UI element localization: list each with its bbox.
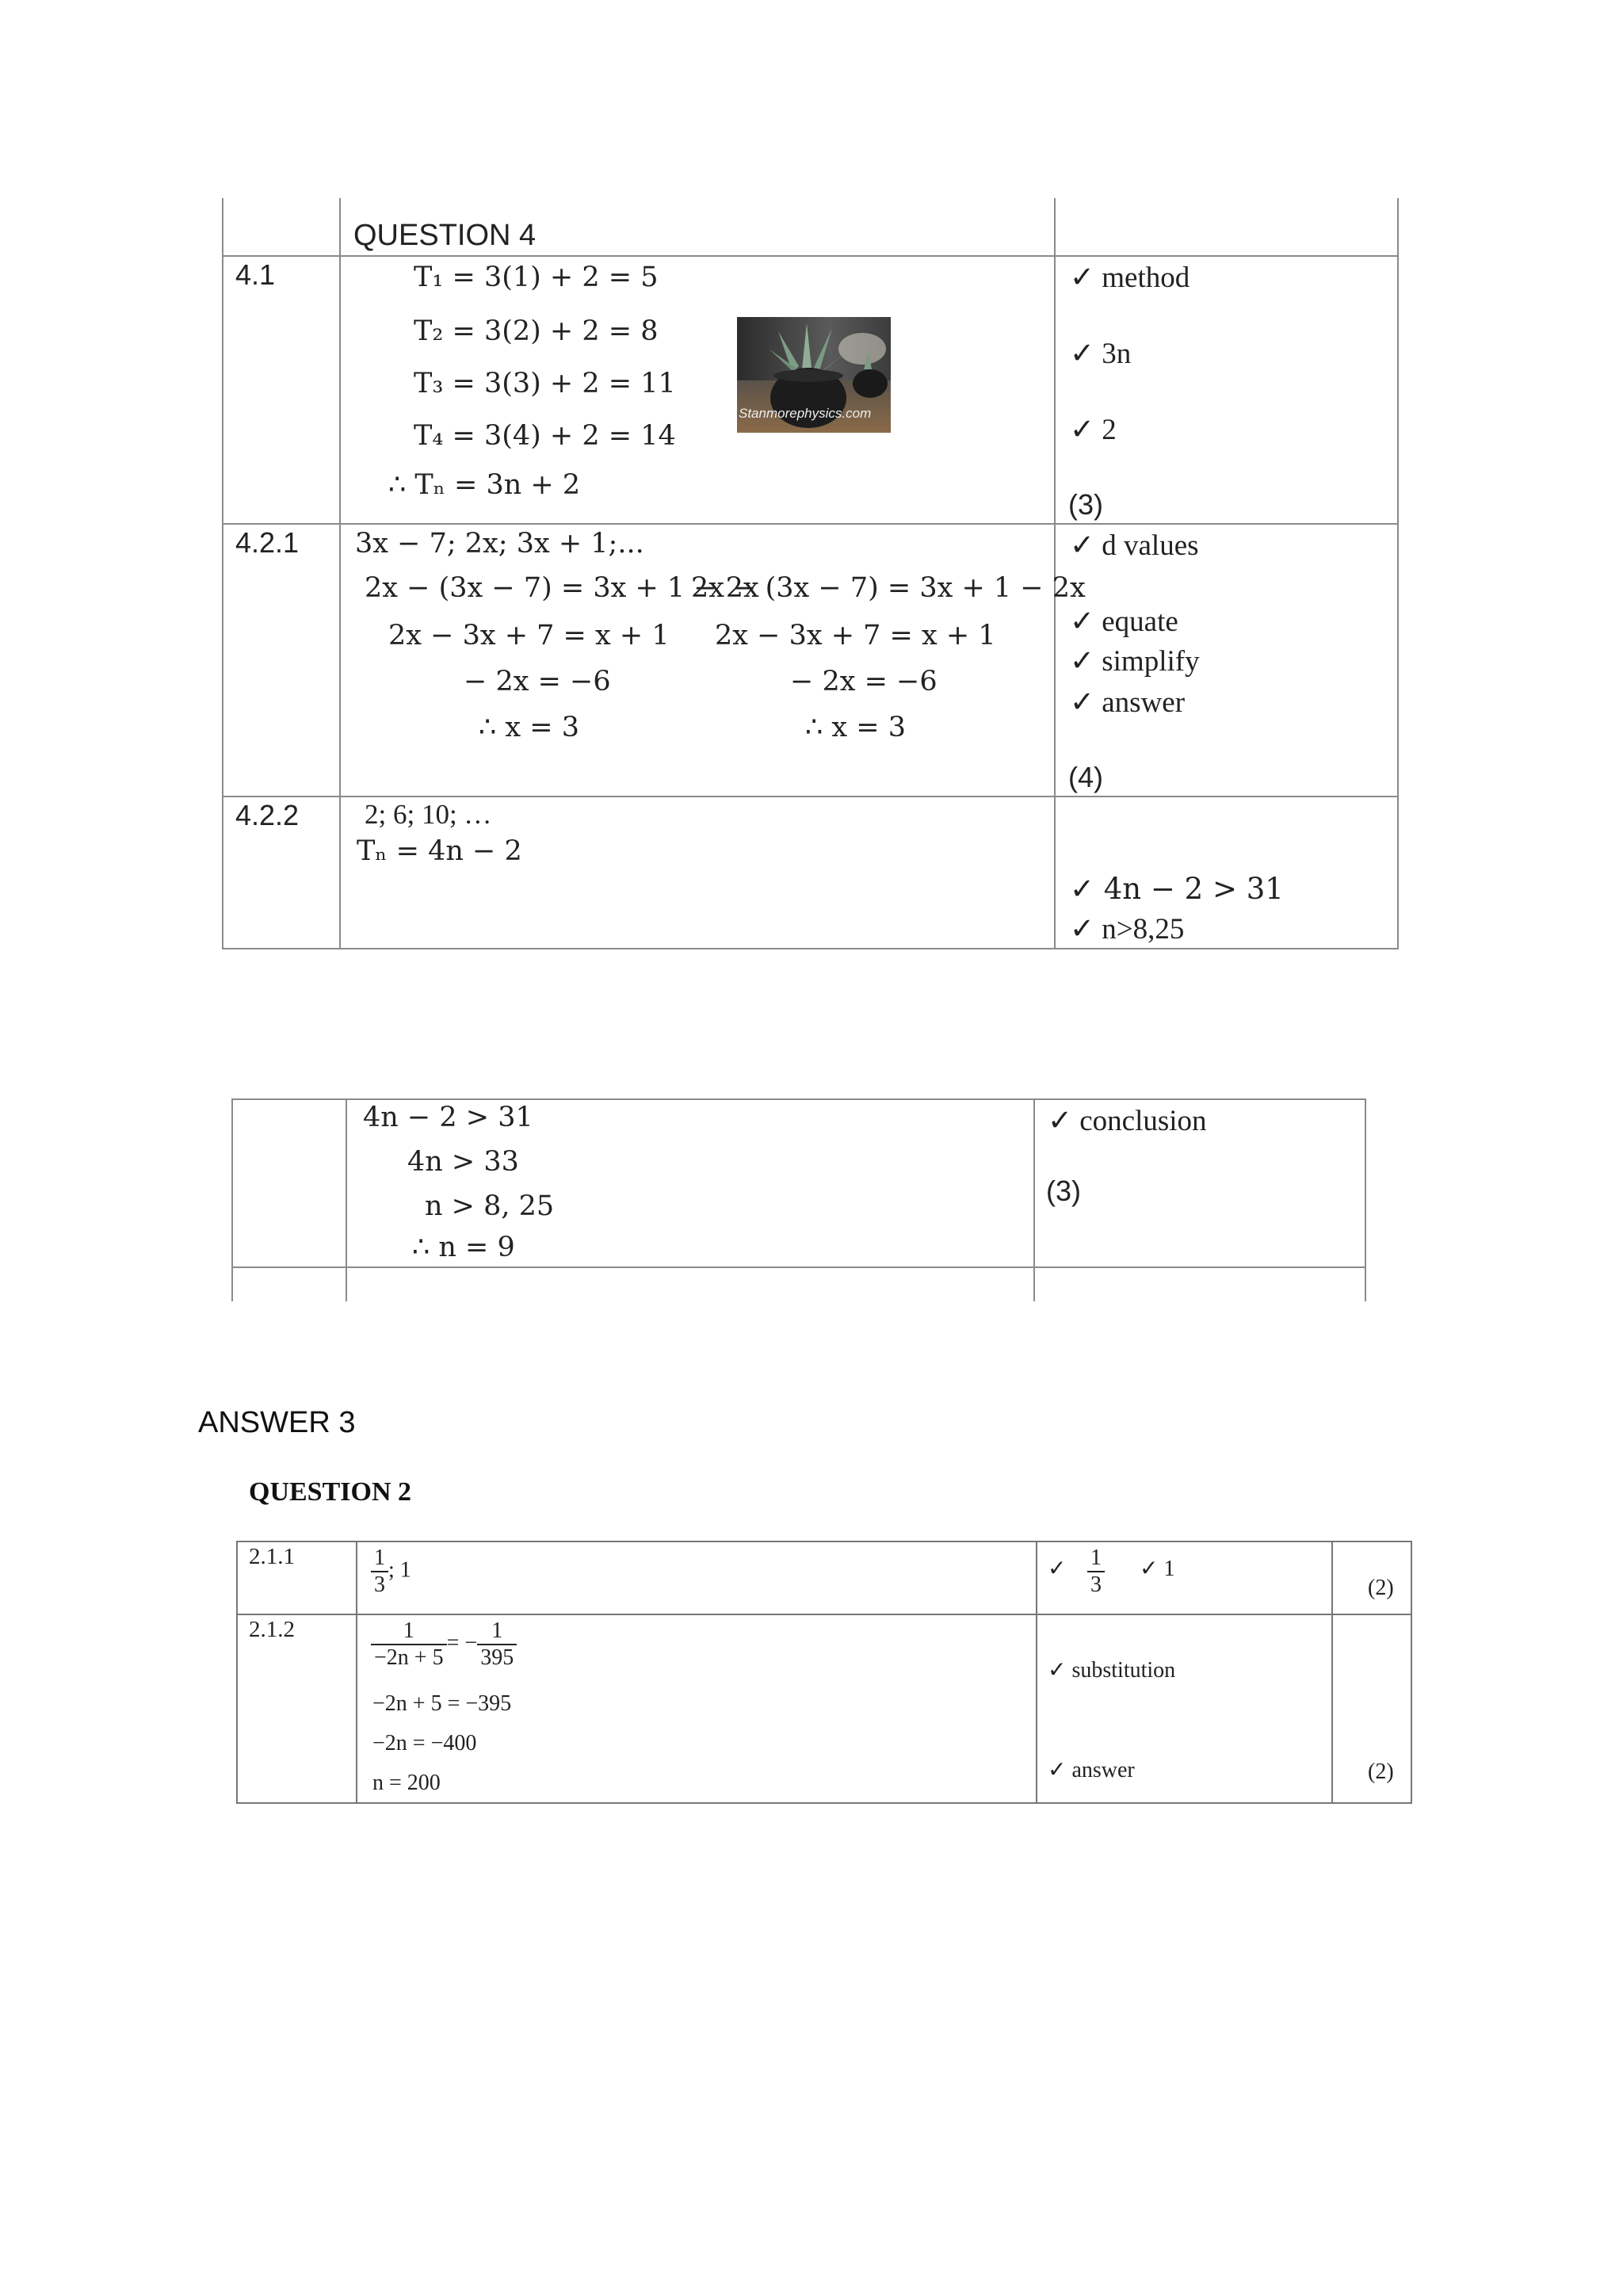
- term-1-line: T₁ = 3(1) + 2 = 5: [414, 262, 659, 293]
- cont-line-1: 4n − 2 > 31: [363, 1102, 533, 1133]
- fraction-equation: $\frac{1}{-2n + 5}$ = − $\frac{1}{395}$: [371, 1618, 517, 1671]
- step-line-2: −2n = −400: [372, 1731, 477, 1755]
- mark-simplify: ✓ simplify: [1070, 645, 1200, 678]
- total-2-1-2: (2): [1368, 1759, 1394, 1784]
- row-number-2-1-1: 2.1.1: [249, 1544, 295, 1569]
- sequence-2-line: 2; 6; 10; …: [365, 799, 492, 830]
- term-3-line: T₃ = 3(3) + 2 = 11: [414, 368, 676, 399]
- mark-n-value: ✓ n>8,25: [1070, 913, 1185, 946]
- cont-line-3: n > 8, 25: [425, 1190, 555, 1222]
- row-number-2-1-2: 2.1.2: [249, 1617, 295, 1642]
- mark-conclusion: ✓ conclusion: [1048, 1105, 1207, 1137]
- answer-2-1-1: $\frac{1}{3}$ ; 1: [371, 1545, 411, 1598]
- mark-one: ✓ 1: [1140, 1557, 1175, 1581]
- mark-answer: ✓ answer: [1070, 686, 1186, 719]
- term-2-line: T₂ = 3(2) + 2 = 8: [414, 315, 659, 347]
- left-equation-4: ∴ x = 3: [479, 712, 579, 743]
- mark-method: ✓ method: [1070, 262, 1190, 294]
- right-equation-1: 2x − (3x − 7) = 3x + 1 − 2x: [691, 572, 1086, 604]
- left-equation-1: 2x − (3x − 7) = 3x + 1 − 2x: [365, 572, 759, 604]
- answer-3-heading: ANSWER 3: [198, 1406, 356, 1439]
- row-number-4-1: 4.1: [235, 258, 276, 291]
- mark-answer-2-1-2: ✓ answer: [1048, 1758, 1135, 1782]
- step-line-3: n = 200: [372, 1771, 441, 1795]
- cont-line-2: 4n > 33: [407, 1146, 519, 1178]
- cont-line-4: ∴ n = 9: [412, 1232, 515, 1263]
- right-equation-4: ∴ x = 3: [805, 712, 906, 743]
- right-equation-3: − 2x = −6: [790, 666, 938, 697]
- row-number-4-2-1: 4.2.1: [235, 526, 300, 559]
- mark-2: ✓ 2: [1070, 414, 1117, 446]
- watermark-text: Stanmorephysics.com: [739, 406, 872, 421]
- total-4-1: (3): [1068, 488, 1103, 521]
- plant-photo: [737, 317, 891, 433]
- tn-line: Tₙ = 4n − 2: [357, 835, 522, 867]
- mark-inequality: ✓ 4n − 2 > 31: [1070, 872, 1284, 906]
- fraction-one-third: $\frac{1}{3}$: [371, 1545, 388, 1598]
- check-icon: ✓: [1048, 1555, 1067, 1581]
- mark-d-values: ✓ d values: [1070, 529, 1199, 562]
- sequence-line: 3x − 7; 2x; 3x + 1;...: [355, 528, 644, 560]
- mark-one-third: $\frac{1}{3}$: [1087, 1545, 1105, 1598]
- term-4-line: T₄ = 3(4) + 2 = 14: [414, 420, 676, 452]
- left-equation-2: 2x − 3x + 7 = x + 1: [388, 620, 670, 651]
- total-2-1-1: (2): [1368, 1576, 1394, 1600]
- left-equation-3: − 2x = −6: [464, 666, 611, 697]
- total-cont: (3): [1046, 1175, 1081, 1207]
- question-4-heading: QUESTION 4: [353, 219, 537, 252]
- right-equation-2: 2x − 3x + 7 = x + 1: [715, 620, 996, 651]
- step-line-1: −2n + 5 = −395: [372, 1691, 512, 1716]
- mark-substitution: ✓ substitution: [1048, 1658, 1176, 1683]
- question-2-heading: QUESTION 2: [249, 1477, 411, 1507]
- mark-equate: ✓ equate: [1070, 606, 1178, 638]
- row-number-4-2-2: 4.2.2: [235, 799, 300, 831]
- general-term-line: ∴ Tₙ = 3n + 2: [388, 469, 581, 501]
- mark-3n: ✓ 3n: [1070, 338, 1132, 370]
- total-4-2-1: (4): [1068, 761, 1103, 793]
